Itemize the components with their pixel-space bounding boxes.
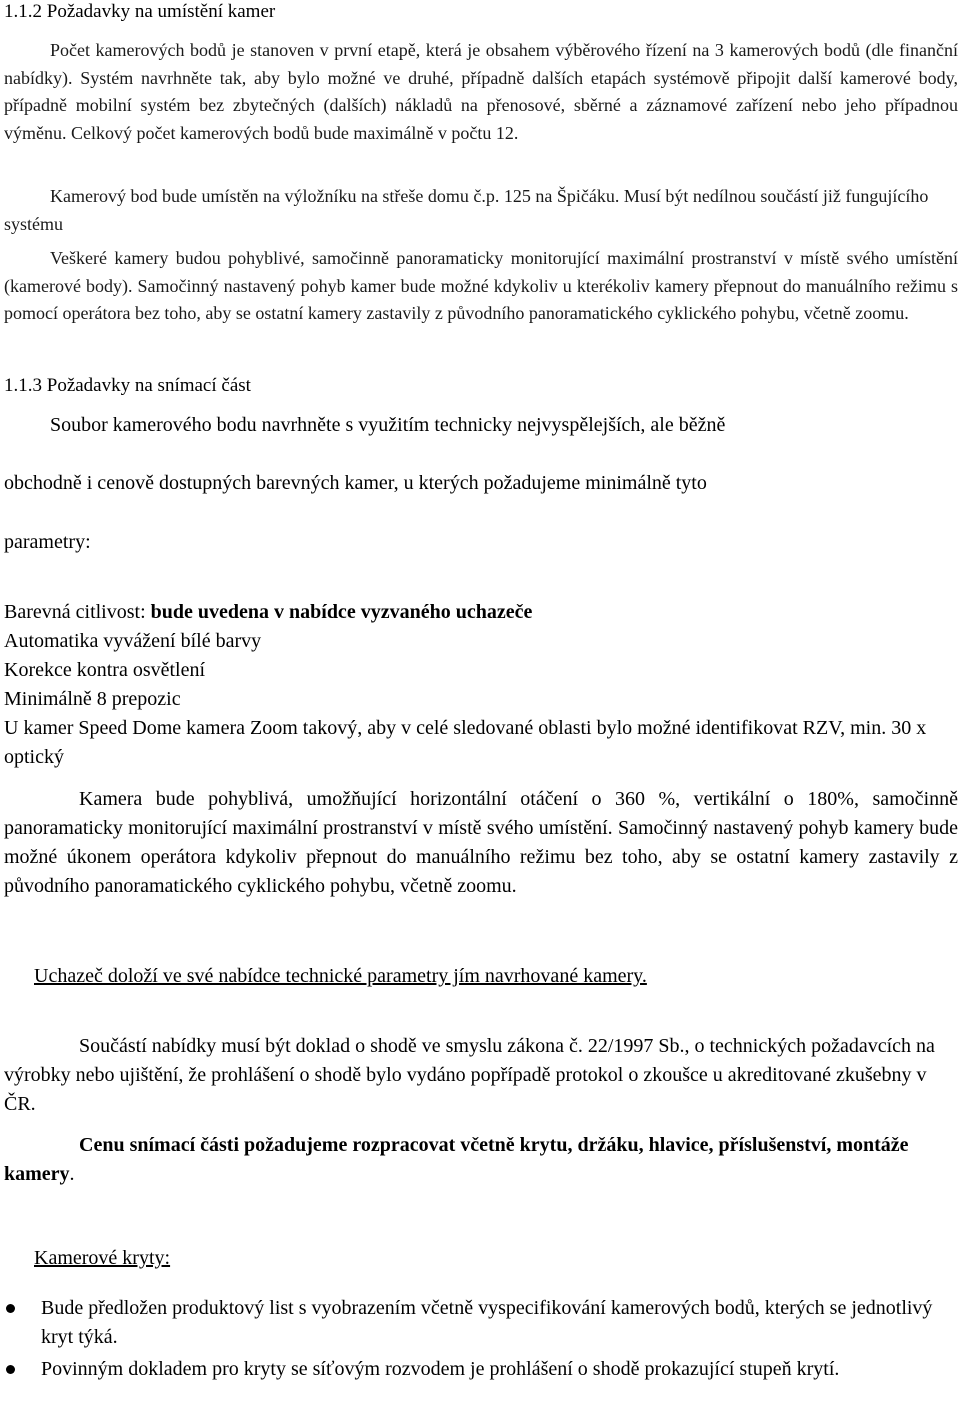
param-color-label: Barevná citlivost: — [4, 601, 151, 623]
intro-line-1: Soubor kamerového bodu navrhněte s využitím technicky nejvyspělejších, ale běžně — [50, 414, 726, 436]
param-zoom: U kamer Speed Dome kamera Zoom takový, aby v celé sledované oblasti bylo možné identifikovat RZV, min. 30 x optický — [4, 717, 927, 768]
list-item-text: Povinným dokladem pro kryty se síťovým rozvodem je prohlášení o shodě prokazující stupeň krytí. — [41, 1358, 840, 1380]
intro-line-3: parametry: — [4, 531, 91, 553]
param-color-value: bude uvedena v nabídce vyzvaného uchazeče — [150, 601, 533, 623]
bullet-icon — [6, 1304, 15, 1313]
param-presets: Minimálně 8 prepozic — [4, 688, 181, 710]
housings-heading-text: Kamerové kryty: — [34, 1247, 171, 1269]
intro-line-2: obchodně i cenově dostupných barevných kamer, u kterých požadujeme minimálně tyto — [4, 472, 707, 494]
param-white-balance: Automatika vyvážení bílé barvy — [4, 630, 262, 652]
params-note-text: Uchazeč doloží ve své nabídce technické parametry jím navrhované kamery. — [34, 965, 647, 987]
paragraph-camera-location: Kamerový bod bude umístěn na výložníku na střeše domu č.p. 125 na Špičáku. Musí být nedílnou součástí již fungujícího systému — [4, 186, 929, 234]
bullet-icon — [6, 1365, 15, 1374]
paragraph-camera-count: Počet kamerových bodů je stanoven v první etapě, která je obsahem výběrového řízení na 3 kamerových bodů (dle finanční nabídky). Systém navrhněte tak, aby bylo možné ve druhé, případně dalších etapách systémově připojit další kamerové body, případně mobilní systém bez zbytečných (dalších) nákladů na přenosové, sběrné a záznamové zařízení nebo jeho případnou výměnu. Celkový počet kamerových bodů bude maximálně v počtu 12. — [4, 40, 958, 143]
list-item — [4, 1294, 958, 1352]
housings-heading — [34, 1244, 934, 1273]
params-note — [34, 962, 934, 991]
section-heading-1-1-2: 1.1.2 Požadavky na umístění kamer — [4, 1, 276, 22]
housings-list — [4, 1294, 958, 1387]
paragraph-price — [4, 1131, 958, 1189]
param-backlight: Korekce kontra osvětlení — [4, 659, 206, 681]
paragraph-camera-rotation: Kamera bude pohyblivá, umožňující horizontální otáčení o 360 %, vertikální o 180%, samočinně panoramaticky monitorující maximální prostranství v místě svého umístění. Samočinný nastavený pohyb kamery bude možné úkonem operátora kdykoliv přepnout do manuálního režimu bez toho, aby se ostatní kamery zastavily z původního panoramatického cyklického pohybu, včetně zoomu. — [4, 788, 958, 897]
price-bold-text: Cenu snímací části požadujeme rozpracovat včetně krytu, držáku, hlavice, příslušenství, montáže kamery — [4, 1134, 909, 1185]
paragraph-camera-movement: Veškeré kamery budou pohyblivé, samočinně panoramaticky monitorující maximální prostranství v místě svého umístění (kamerové body). Samočinný nastavený pohyb kamer bude možné kdykoliv u kterékoliv kamery přepnout do manuálního režimu s pomocí operátora bez toho, aby se ostatní kamery zastavily z původního panoramatického cyklického pohybu, včetně zoomu. — [4, 248, 958, 323]
param-color-sensitivity — [4, 598, 958, 627]
section-heading-1-1-3: 1.1.3 Požadavky na snímací část — [4, 375, 251, 396]
price-end: . — [69, 1163, 75, 1185]
list-item — [4, 1355, 958, 1384]
paragraph-conformity: Součástí nabídky musí být doklad o shodě ve smyslu zákona č. 22/1997 Sb., o technických požadavcích na výrobky nebo ujištění, že prohlášení o shodě bylo vydáno popřípadě protokol o zkoušce u akreditované zkušebny v ČR. — [4, 1035, 935, 1115]
list-item-text: Bude předložen produktový list s vyobrazením včetně vyspecifikování kamerových bodů, kterých se jednotlivý kryt týká. — [41, 1297, 933, 1348]
